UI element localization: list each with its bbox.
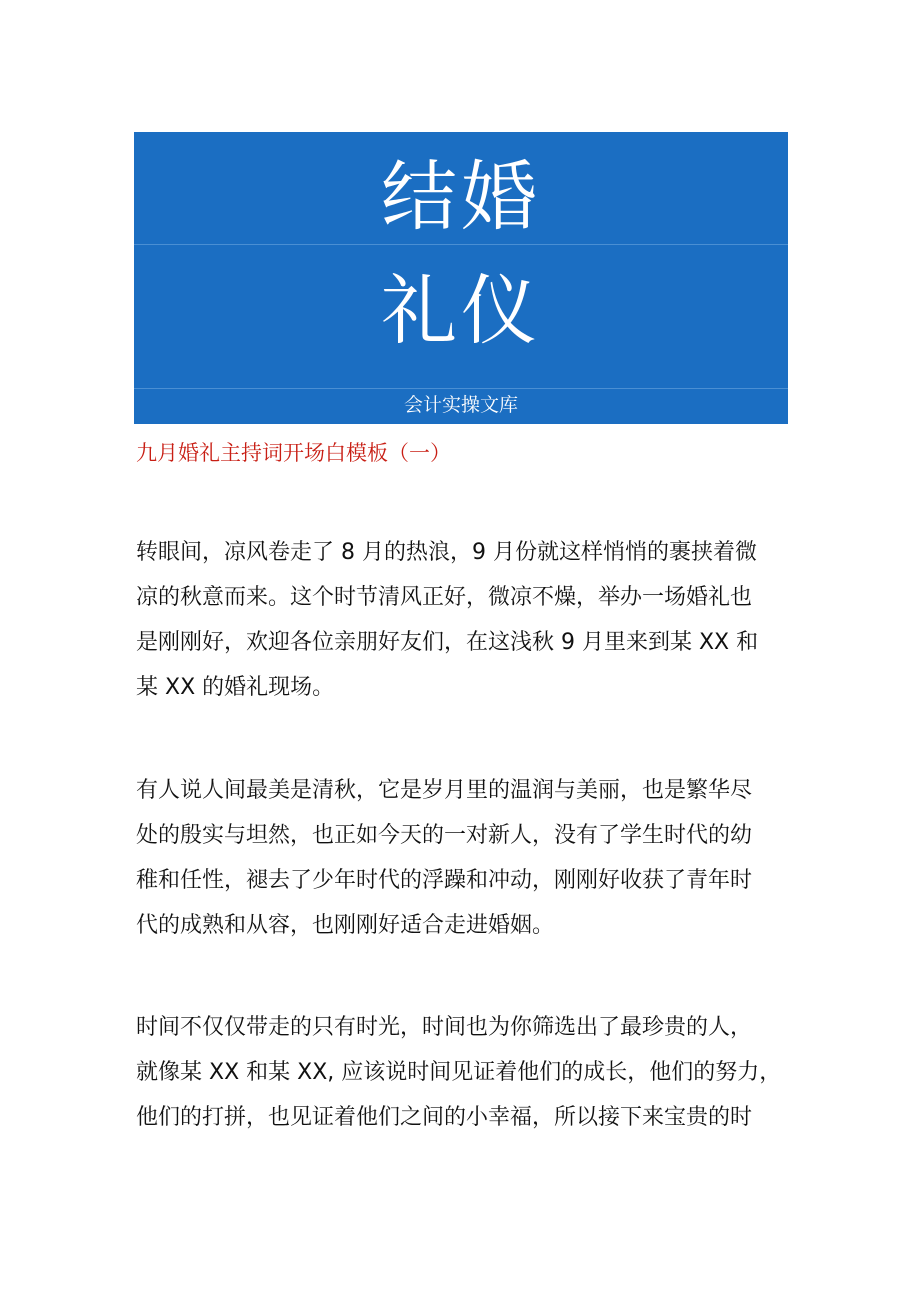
paragraph: [136, 530, 786, 710]
paragraph-line: 某 XX 的婚礼现场。: [136, 675, 335, 700]
paragraph-line: 有人说人间最美是清秋，它是岁月里的温润与美丽，也是繁华尽: [136, 778, 753, 803]
paragraph-line: 是刚刚好，欢迎各位亲朋好友们，在这浅秋 9 月里来到某 XX 和: [136, 630, 759, 655]
paragraph-line: 稚和任性，褪去了少年时代的浮躁和冲动，刚刚好收获了青年时: [136, 868, 753, 893]
banner-title-line-2: 礼仪: [381, 266, 541, 355]
title-banner: [134, 132, 788, 424]
paragraph-line: 代的成熟和从容，也刚刚好适合走进婚姻。: [136, 913, 555, 938]
paragraph-line: 凉的秋意而来。这个时节清风正好，微凉不燥，举办一场婚礼也: [136, 585, 753, 610]
section-heading: 九月婚礼主持词开场白模板（一）: [136, 441, 451, 465]
banner-title-line-1: 结婚: [381, 152, 541, 241]
paragraph-line: 处的殷实与坦然，也正如今天的一对新人，没有了学生时代的幼: [136, 823, 753, 848]
paragraph-line: 转眼间，凉风卷走了 8 月的热浪，9 月份就这样悄悄的裹挟着微: [136, 540, 757, 565]
banner-divider: [134, 244, 788, 245]
banner-subtitle: 会计实操文库: [403, 394, 518, 416]
paragraph-line: 时间不仅仅带走的只有时光，时间也为你筛选出了最珍贵的人，: [136, 1015, 753, 1040]
paragraph-line: 就像某 XX 和某 XX, 应该说时间见证着他们的成长，他们的努力，: [136, 1060, 782, 1085]
paragraph: [136, 768, 786, 948]
paragraph: [136, 1005, 786, 1140]
banner-divider: [134, 388, 788, 389]
paragraph-line: 他们的打拼，也见证着他们之间的小幸福，所以接下来宝贵的时: [136, 1105, 753, 1130]
